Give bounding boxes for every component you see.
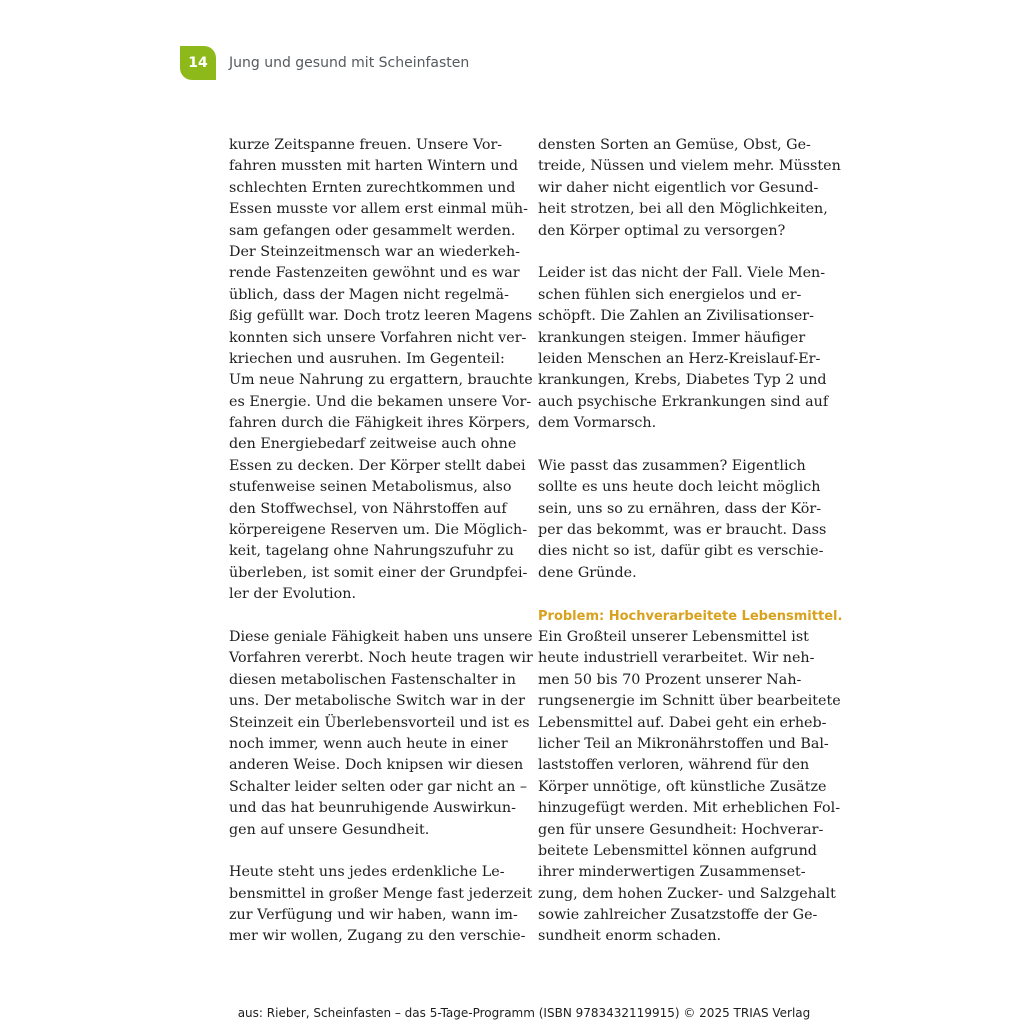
text-line: sein, uns so zu ernähren, dass der Kör-	[538, 500, 822, 517]
text-line: auch psychische Erkrankungen sind auf	[538, 393, 829, 410]
text-line: sowie zahlreicher Zusatzstoffe der Ge-	[538, 907, 818, 924]
text-line: Der Steinzeitmensch war an wiederkeh-	[229, 243, 521, 260]
text-line: und das hat beunruhigende Auswirkun-	[229, 800, 516, 817]
right-text-column	[538, 135, 843, 948]
text-line: gen auf unsere Gesundheit.	[229, 821, 430, 838]
text-line: es Energie. Und die bekamen unsere Vor-	[229, 393, 532, 410]
text-line: mer wir wollen, Zugang zu den verschie-	[229, 928, 526, 945]
text-line: überleben, ist somit einer der Grundpfei-	[229, 564, 528, 581]
text-line: Lebensmittel auf. Dabei geht ein erheb-	[538, 714, 827, 731]
text-line: treide, Nüssen und vielem mehr. Müssten	[538, 158, 841, 175]
page-number-badge: 14	[180, 46, 216, 80]
text-line: heit strotzen, bei all den Möglichkeiten,	[538, 201, 828, 218]
text-line: per das bekommt, was er braucht. Dass	[538, 522, 827, 539]
text-line: Heute steht uns jedes erdenkliche Le-	[229, 864, 505, 881]
text-line: Steinzeit ein Überlebensvorteil und ist es	[229, 714, 530, 731]
text-line: kriechen und ausruhen. Im Gegenteil:	[229, 350, 505, 367]
paragraph	[229, 627, 533, 841]
paragraph	[538, 606, 843, 948]
running-head: Jung und gesund mit Scheinfasten	[229, 55, 470, 71]
text-line: Essen zu decken. Der Körper stellt dabei	[229, 457, 526, 474]
text-line: Essen musste vor allem erst einmal müh-	[229, 201, 528, 218]
text-line: körpereigene Reserven um. Die Möglich-	[229, 522, 528, 539]
text-line: rungsenergie im Schnitt über bearbeitete	[538, 693, 841, 710]
text-line: anderen Weise. Doch knipsen wir diesen	[229, 757, 524, 774]
text-line: fahren durch die Fähigkeit ihres Körpers,	[229, 415, 531, 432]
text-line: wir daher nicht eigentlich vor Gesund-	[538, 179, 819, 196]
text-line: den Körper optimal zu versorgen?	[538, 222, 786, 239]
text-line: beitete Lebensmittel können aufgrund	[538, 842, 817, 859]
footer-citation: aus: Rieber, Scheinfasten – das 5-Tage-Programm (ISBN 9783432119915) © 2025 TRIAS Verlag	[237, 1006, 811, 1020]
text-line: ßig gefüllt war. Doch trotz leeren Magens	[229, 308, 533, 325]
text-line: Körper unnötige, oft künstliche Zusätze	[538, 778, 827, 795]
text-line: uns. Der metabolische Switch war in der	[229, 693, 525, 710]
text-line: zung, dem hohen Zucker- und Salzgehalt	[538, 885, 836, 902]
text-line: densten Sorten an Gemüse, Obst, Ge-	[538, 137, 811, 153]
text-line: Leider ist das nicht der Fall. Viele Men-	[538, 265, 826, 282]
text-line: schlechten Ernten zurechtkommen und	[229, 179, 516, 196]
text-line: sollte es uns heute doch leicht möglich	[538, 479, 821, 496]
text-line: Vorfahren vererbt. Noch heute tragen wir	[229, 650, 533, 667]
text-line: üblich, dass der Magen nicht regelmä-	[229, 286, 509, 303]
text-line: Ein Großteil unserer Lebensmittel ist	[538, 628, 809, 645]
text-line: rende Fastenzeiten gewöhnt und es war	[229, 265, 520, 282]
text-line: stufenweise seinen Metabolismus, also	[229, 479, 512, 496]
text-line: noch immer, wenn auch heute in einer	[229, 735, 508, 752]
text-line: keit, tagelang ohne Nahrungszufuhr zu	[229, 543, 514, 560]
text-line: sam gefangen oder gesammelt werden.	[229, 222, 516, 239]
text-line: diesen metabolischen Fastenschalter in	[229, 671, 516, 688]
paragraph	[538, 263, 828, 434]
text-line: Diese geniale Fähigkeit haben uns unsere	[229, 628, 533, 645]
text-line: bensmittel in großer Menge fast jederzeit	[229, 885, 533, 902]
paragraph	[538, 135, 841, 242]
text-line: den Energiebedarf zeitweise auch ohne	[229, 436, 517, 453]
text-line: dem Vormarsch.	[538, 415, 657, 432]
text-line: sundheit enorm schaden.	[538, 928, 722, 945]
text-line: krankungen, Krebs, Diabetes Typ 2 und	[538, 372, 827, 389]
text-line: heute industriell verarbeitet. Wir neh-	[538, 650, 815, 667]
text-line: dies nicht so ist, dafür gibt es verschie-	[538, 543, 824, 560]
text-line: Schalter leider selten oder gar nicht an –	[229, 778, 527, 795]
text-line: zur Verfügung und wir haben, wann im-	[229, 907, 518, 924]
section-subheading: Problem: Hochverarbeitete Lebensmittel.	[538, 608, 843, 624]
text-line: fahren mussten mit harten Wintern und	[229, 158, 518, 175]
text-line: ler der Evolution.	[229, 586, 356, 603]
text-line: Um neue Nahrung zu ergattern, brauchte	[229, 372, 533, 389]
text-line: krankungen steigen. Immer häufiger	[538, 329, 806, 346]
text-line: kurze Zeitspanne freuen. Unsere Vor-	[229, 137, 503, 153]
text-line: licher Teil an Mikronährstoffen und Bal-	[538, 735, 829, 752]
text-line: Wie passt das zusammen? Eigentlich	[538, 457, 806, 474]
paragraph	[229, 862, 533, 948]
text-line: men 50 bis 70 Prozent unserer Nah-	[538, 671, 802, 688]
paragraph	[538, 456, 828, 584]
text-line: laststoffen verloren, während für den	[538, 757, 810, 774]
text-line: leiden Menschen an Herz-Kreislauf-Er-	[538, 350, 821, 367]
text-line: konnten sich unsere Vorfahren nicht ver-	[229, 329, 527, 346]
text-line: hinzugefügt werden. Mit erheblichen Fol-	[538, 800, 841, 817]
paragraph	[229, 135, 533, 606]
text-line: ihrer minderwertigen Zusammenset-	[538, 864, 806, 881]
left-text-column	[229, 135, 533, 948]
text-line: den Stoffwechsel, von Nährstoffen auf	[229, 500, 507, 517]
text-line: schen fühlen sich energielos und er-	[538, 286, 802, 303]
text-line: dene Gründe.	[538, 564, 637, 581]
text-line: schöpft. Die Zahlen an Zivilisationser-	[538, 308, 814, 325]
text-line: gen für unsere Gesundheit: Hochverar-	[538, 821, 824, 838]
